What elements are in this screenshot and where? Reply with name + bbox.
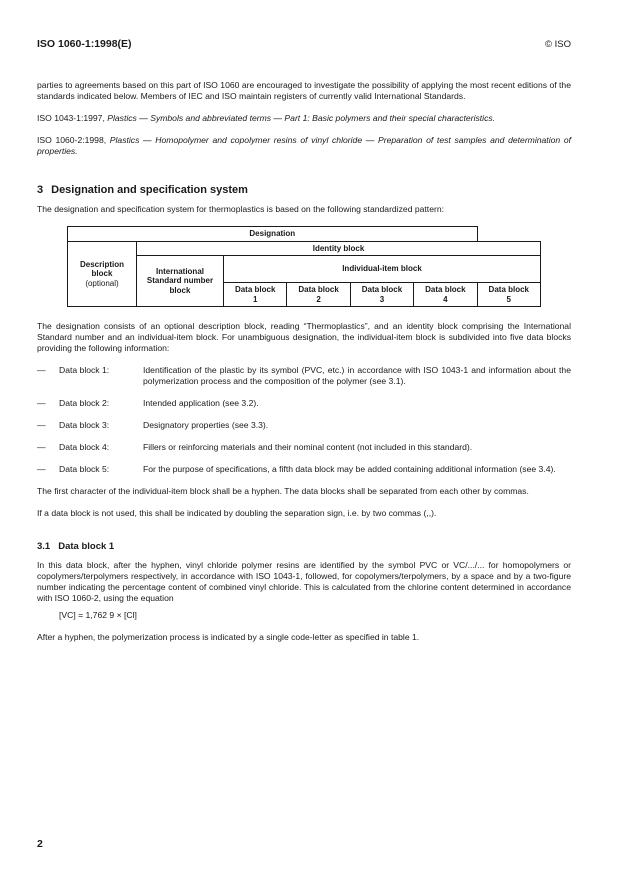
data-block-4-cell bbox=[414, 283, 477, 307]
list-label: Data block 4: bbox=[59, 442, 110, 452]
section-3-heading bbox=[37, 185, 571, 196]
list-item bbox=[37, 442, 571, 453]
list-label: Data block 2: bbox=[59, 398, 110, 408]
optional-label: (optional) bbox=[85, 278, 119, 288]
document-id: ISO 1060-1:1998(E) bbox=[37, 38, 132, 50]
data-block-number: 5 bbox=[506, 294, 511, 304]
section-title: Data block 1 bbox=[58, 541, 115, 552]
list-label: Data block 1: bbox=[59, 365, 110, 375]
list-label: Data block 3: bbox=[59, 420, 110, 430]
list-item bbox=[37, 365, 571, 387]
list-text: Designatory properties (see 3.3). bbox=[143, 420, 269, 430]
list-dash: — bbox=[37, 442, 46, 452]
data-block-1-paragraph: In this data block, after the hyphen, vinyl chloride polymer resins are identified by the symbol PVC or VC/.../... for homopolymers or copolymers/terpolymers respectively, in accordance with ISO 1043-1, followed, for copolymers/terpolymers, by a space and by a two-figure number indicating the percentage content of combined vinyl chloride. This is calculated from the chlorine content determined in accordance with ISO 1060-2, using the equation bbox=[37, 560, 571, 603]
designation-table bbox=[67, 226, 541, 307]
data-block-number: 4 bbox=[443, 294, 448, 304]
list-text: Intended application (see 3.2). bbox=[143, 398, 259, 408]
identity-block-header: Identity block bbox=[137, 241, 541, 256]
intro-paragraph: parties to agreements based on this part of ISO 1060 are encouraged to investigate the possibility of applying the most recent editions of the standards indicated below. Members of IEC and ISO maintain registers of currently valid International Standards. bbox=[37, 80, 571, 101]
list-label: Data block 5: bbox=[59, 464, 110, 474]
data-block-2-cell bbox=[287, 283, 350, 307]
list-dash: — bbox=[37, 398, 46, 408]
list-text: Identification of the plastic by its symbol (PVC, etc.) in accordance with ISO 1043-1 and information about the polymerization process and the composition of the polymer (see 3.1). bbox=[143, 365, 571, 386]
reference-title: Plastics — Homopolymer and copolymer resins of vinyl chloride — Preparation of test samples and determination of properties. bbox=[37, 135, 571, 156]
list-dash: — bbox=[37, 365, 46, 375]
document-body bbox=[37, 80, 571, 654]
section-title: Designation and specification system bbox=[51, 184, 248, 196]
section-number: 3 bbox=[37, 184, 44, 196]
list-item bbox=[37, 464, 571, 475]
data-block-number: 1 bbox=[252, 294, 258, 304]
data-block-number: 2 bbox=[316, 294, 321, 304]
data-block-5-cell bbox=[477, 283, 540, 307]
reference-iso-1043-1 bbox=[37, 113, 571, 124]
data-block-number: 3 bbox=[379, 294, 385, 304]
copyright-notice: © ISO bbox=[544, 39, 571, 50]
description-block-label: Description block bbox=[79, 259, 124, 278]
list-item bbox=[37, 398, 571, 409]
list-text: Fillers or reinforcing materials and their nominal content (not included in this standard). bbox=[143, 442, 473, 452]
page-number: 2 bbox=[37, 838, 43, 850]
international-standard-cell: International Standard number block bbox=[137, 256, 224, 307]
polymerization-paragraph: After a hyphen, the polymerization process is indicated by a single code-letter as specified in table 1. bbox=[37, 632, 420, 642]
reference-code: ISO 1043-1:1997, bbox=[37, 113, 108, 123]
data-block-label: Data block bbox=[425, 285, 466, 294]
individual-item-header: Individual-item block bbox=[224, 256, 541, 283]
data-block-list bbox=[37, 365, 571, 475]
data-block-label: Data block bbox=[361, 285, 403, 294]
list-dash: — bbox=[37, 464, 46, 474]
data-block-1-cell bbox=[224, 283, 287, 307]
reference-title: Plastics — Symbols and abbreviated terms — Part 1: Basic polymers and their special characteristics. bbox=[107, 113, 496, 123]
section-3-lead: The designation and specification system for thermoplastics is based on the following standardized pattern: bbox=[37, 204, 444, 214]
vc-equation: [VC] = 1,762 9 × [Cl] bbox=[59, 610, 137, 620]
section-3-1-heading bbox=[37, 541, 571, 552]
data-block-label: Data block bbox=[298, 285, 339, 294]
designation-header: Designation bbox=[68, 227, 478, 242]
data-block-label: Data block bbox=[488, 285, 530, 294]
data-block-3-cell bbox=[350, 283, 413, 307]
list-text: For the purpose of specifications, a fifth data block may be added containing additional information (see 3.4). bbox=[143, 464, 556, 474]
reference-iso-1060-2 bbox=[37, 135, 571, 157]
data-block-label: Data block bbox=[234, 285, 276, 294]
designation-explanation: The designation consists of an optional description block, reading “Thermoplastics”, and an identity block comprising the International Standard number and an individual-item block. For unambiguous designation, the individual-item block is subdivided into five data blocks providing the following information: bbox=[37, 321, 571, 353]
unused-block-paragraph: If a data block is not used, this shall be indicated by doubling the separation sign, i.e. by two commas (,,). bbox=[37, 508, 437, 518]
description-block-cell bbox=[68, 241, 137, 307]
list-dash: — bbox=[37, 420, 46, 430]
list-item bbox=[37, 420, 571, 431]
hyphen-paragraph: The first character of the individual-item block shall be a hyphen. The data blocks shall be separated from each other by commas. bbox=[37, 486, 529, 496]
section-number: 3.1 bbox=[37, 541, 51, 552]
reference-code: ISO 1060-2:1998, bbox=[37, 135, 110, 145]
